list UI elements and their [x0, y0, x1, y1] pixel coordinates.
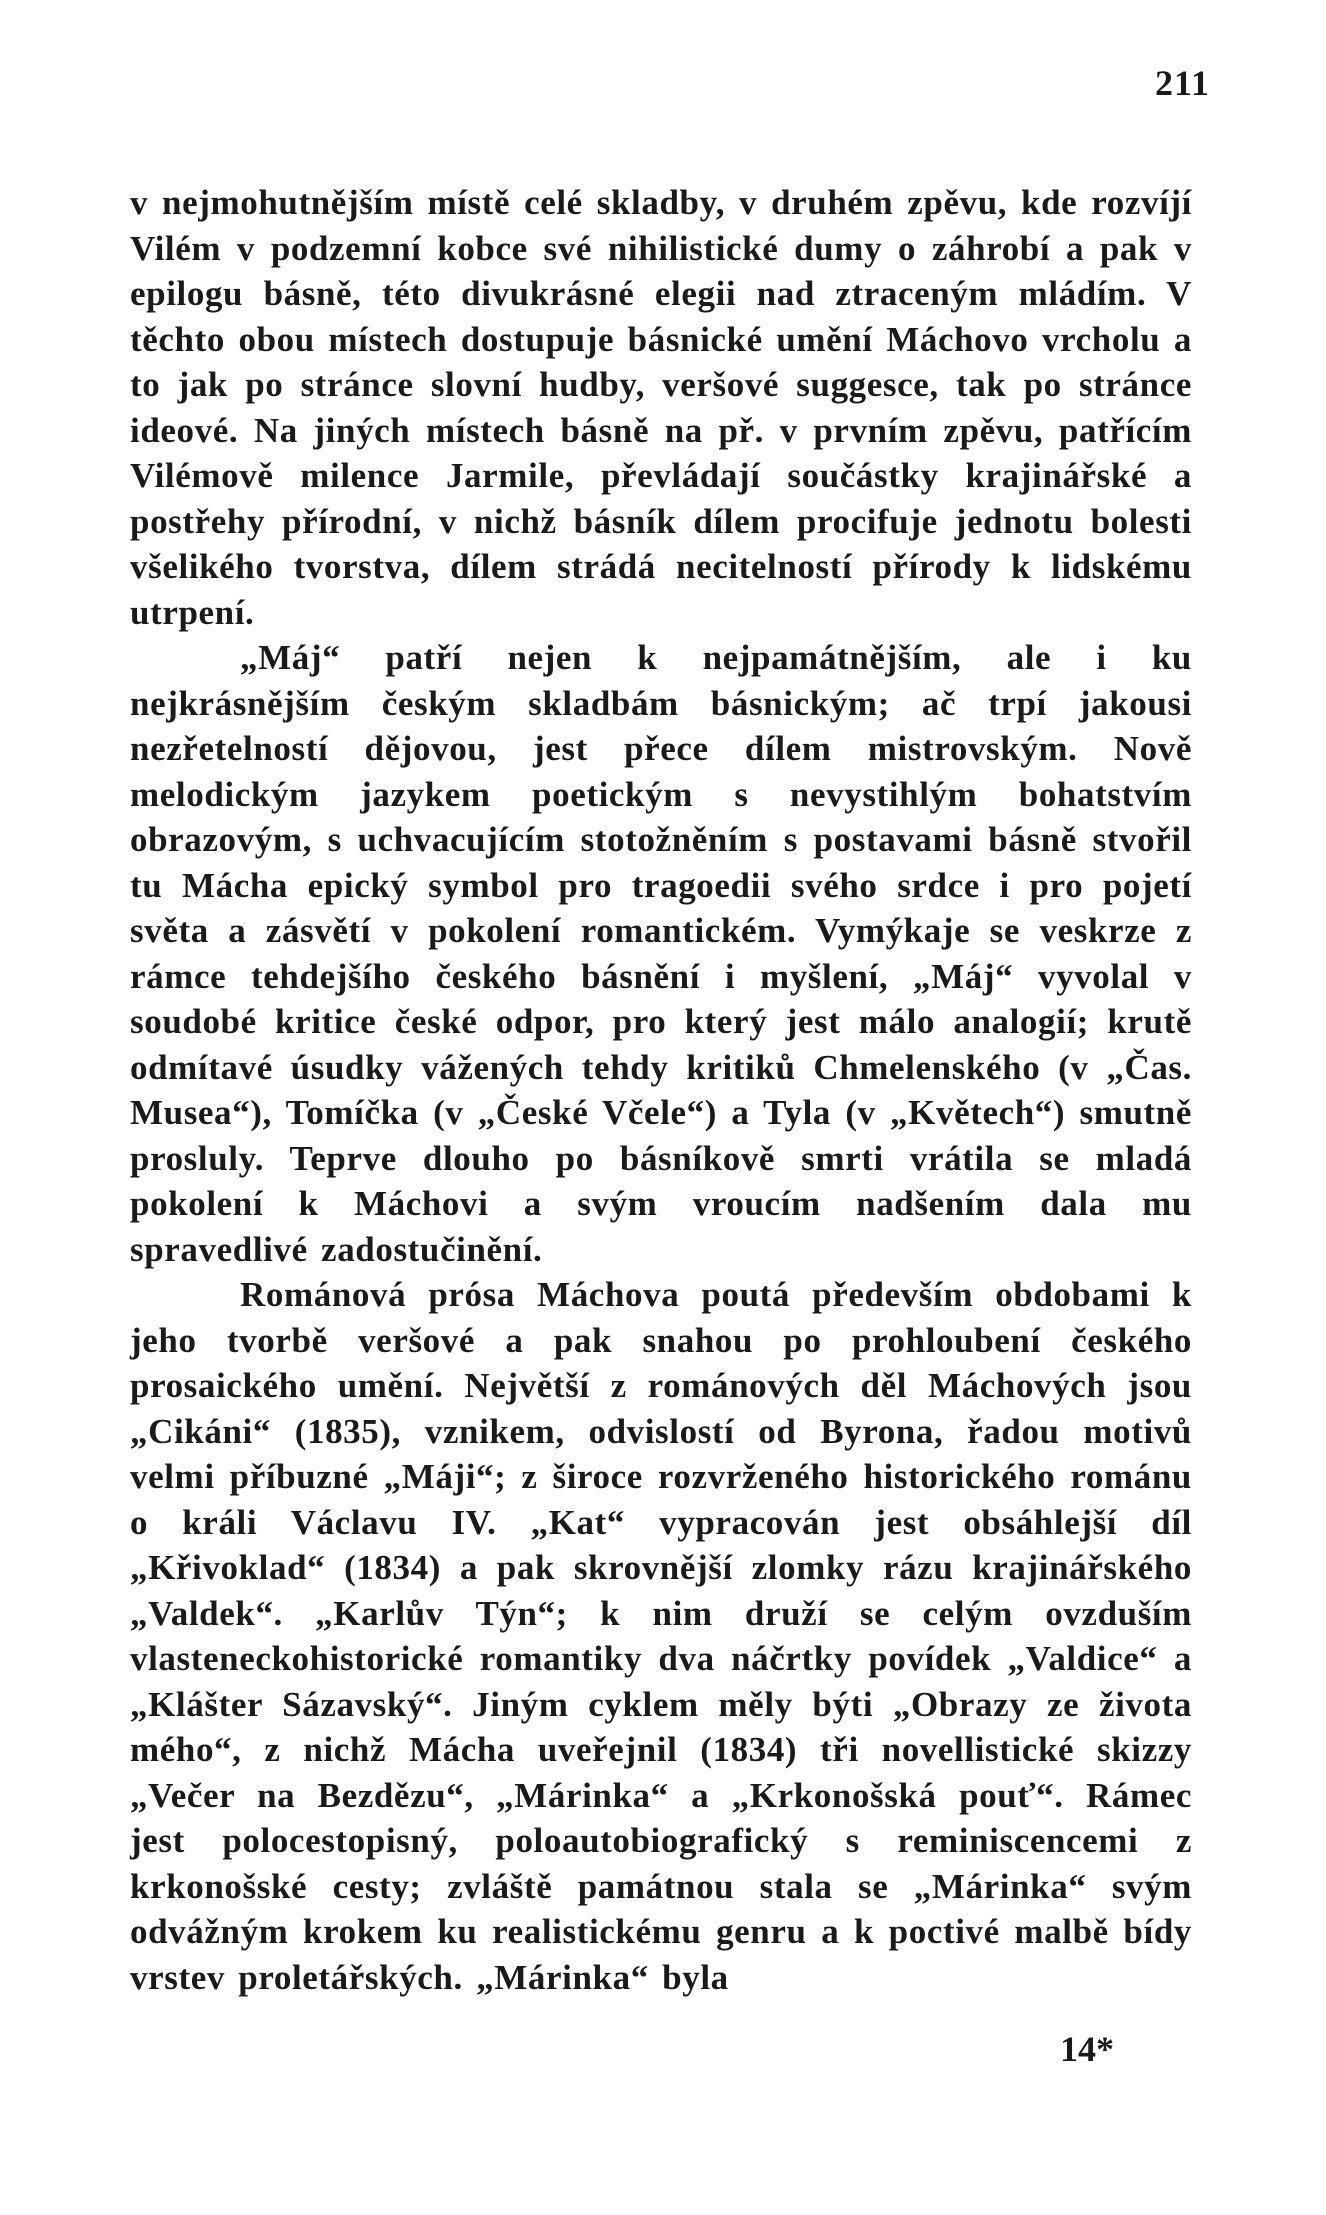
document-body	[130, 180, 1192, 2000]
page-number: 211	[1154, 63, 1210, 103]
paragraph-1: v nejmohutnějším místě celé skladby, v druhém zpěvu, kde rozvíjí Vilém v podzemní kobce své nihilistické dumy o záhrobí a pak v epilogu básně, této divukrásné elegii nad ztraceným mládím. V těchto obou místech dostupuje básnické umění Máchovo vrcholu a to jak po stránce slovní hudby, veršové suggesce, tak po stránce ideové. Na jiných místech básně na př. v prvním zpěvu, patřícím Vilémově milence Jarmile, převládají součástky krajinářské a postřehy přírodní, v nichž básník dílem procifuje jednotu bolesti všelikého tvorstva, dílem strádá necitelností přírody k lidskému utrpení.	[130, 183, 1192, 632]
paragraph-3: Románová prósa Máchova poutá především obdobami k jeho tvorbě veršové a pak snahou po prohloubení českého prosaického umění. Největší z románových děl Máchových jsou „Cikáni“ (1835), vznikem, odvislostí od Byrona, řadou motivů velmi příbuzné „Máji“; z široce rozvrženého historického románu o králi Václavu IV. „Kat“ vypracován jest obsáhlejší díl „Křivoklad“ (1834) a pak skrovnější zlomky rázu krajinářského „Valdek“. „Karlův Týn“; k nim druží se celým ovzduším vlasteneckohistorické romantiky dva náčrtky povídek „Valdice“ a „Klášter Sázavský“. Jiným cyklem měly býti „Obrazy ze života mého“, z nichž Mácha uveřejnil (1834) tři novellistické skizzy „Večer na Bezdězu“, „Márinka“ a „Krkonošská pouť“. Rámec jest polocestopisný, poloautobiografický s reminiscencemi z krkonošské cesty; zvláště památnou stala se „Márinka“ svým odvážným krokem ku realistickému genru a k poctivé malbě bídy vrstev proletářských. „Márinka“ byla	[130, 1275, 1192, 1997]
paragraph-2: „Máj“ patří nejen k nejpamátnějším, ale i ku nejkrásnějším českým skladbám básnickým; ač trpí jakousi nezřetelností dějovou, jest přece dílem mistrovským. Nově melodickým jazykem poetickým s nevystihlým bohatstvím obrazovým, s uchvacujícím stotožněním s postavami básně stvořil tu Mácha epický symbol pro tragoedii svého srdce i pro pojetí světa a zásvětí v pokolení romantickém. Vymýkaje se veskrze z rámce tehdejšího českého básnění i myšlení, „Máj“ vyvolal v soudobé kritice české odpor, pro který jest málo analogií; krutě odmítavé úsudky vážených tehdy kritiků Chmelenského (v „Čas. Musea“), Tomíčka (v „České Včele“) a Tyla (v „Květech“) smutně prosluly. Teprve dlouho po básníkově smrti vrátila se mladá pokolení k Máchovi a svým vroucím nadšením dala mu spravedlivé zadostučinění.	[130, 638, 1192, 1269]
printer-signature-mark: 14*	[1060, 2029, 1114, 2069]
